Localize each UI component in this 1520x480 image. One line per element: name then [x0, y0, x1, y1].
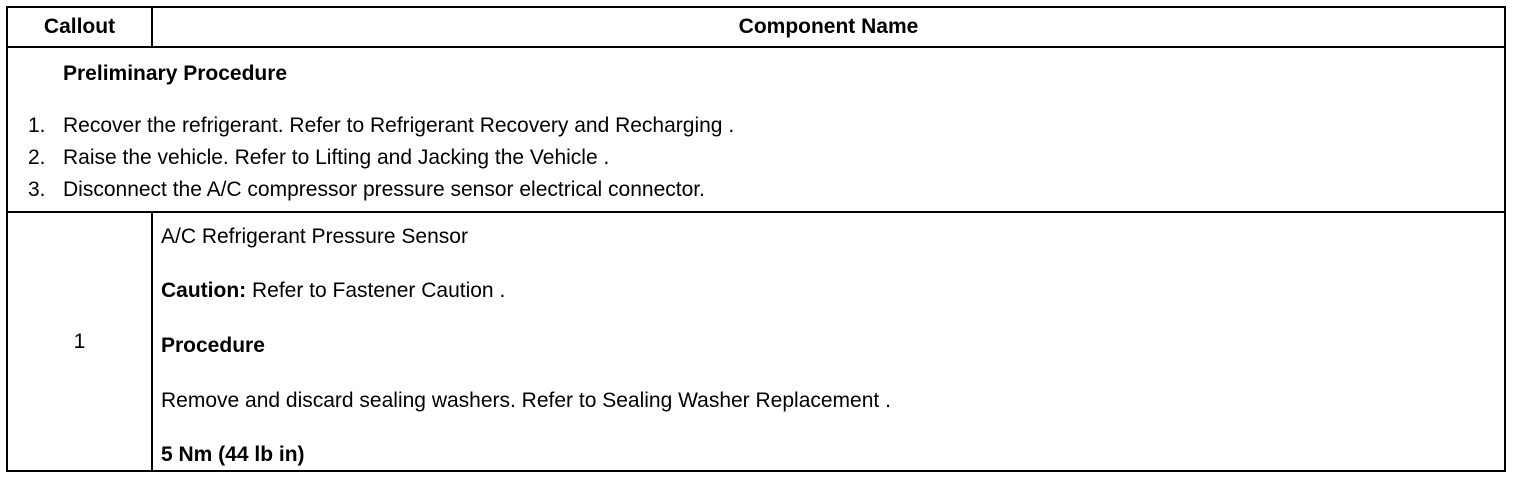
step-text: Disconnect the A/C compressor pressure sensor electrical connector. [63, 178, 705, 201]
procedure-text: Remove and discard sealing washers. Refer to Sealing Washer Replacement . [161, 389, 891, 412]
procedure-label: Procedure [161, 334, 265, 357]
torque-spec: 5 Nm (44 lb in) [161, 443, 305, 466]
preliminary-procedure-row [8, 48, 1504, 213]
callout-column-header: Callout [8, 8, 153, 46]
component-cell [161, 213, 1491, 470]
step-text: Recover the refrigerant. Refer to Refrigerant Recovery and Recharging . [63, 114, 735, 137]
component-table [6, 6, 1506, 472]
caution-note [161, 279, 505, 303]
step-number: 2. [28, 146, 46, 169]
step-text: Raise the vehicle. Refer to Lifting and Jacking the Vehicle . [63, 146, 610, 169]
caution-label: Caution: [161, 279, 247, 302]
table-header-row [8, 8, 1504, 48]
caution-text: Refer to Fastener Caution . [246, 279, 506, 302]
step-number: 1. [28, 114, 46, 137]
callout-cell: 1 [8, 213, 153, 470]
preliminary-procedure-title: Preliminary Procedure [63, 62, 288, 85]
component-name-column-header: Component Name [738, 15, 919, 38]
table-row [8, 213, 1504, 470]
step-number: 3. [28, 178, 46, 201]
component-name: A/C Refrigerant Pressure Sensor [161, 225, 468, 248]
